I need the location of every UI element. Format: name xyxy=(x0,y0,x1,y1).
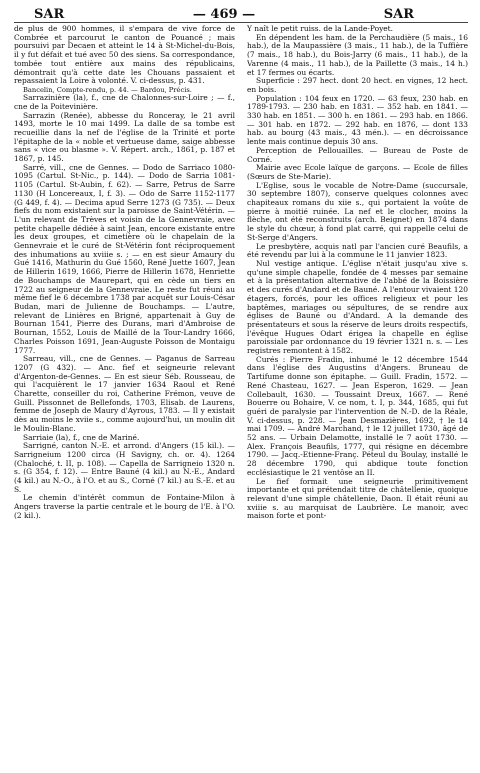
entry-sarreau: Sarreau, vill., cne de Gennes. — Paganus de Sarreau 1207 (G 432). — Anc. fief et seigneurie relevant d'Argenton-de-Gennes. — En est sieur Séb. Rousseau, de qui l'acquièrent le 17 janvier 1634 Raoul et René Charette, conseiller du roi, Catherine Frémon, veuve de Guill. Pissonnet de Bellefonds, 1703, Elisab. de Laurens, femme de Joseph de Maury d'Ayrous, 1783. — Il y existait dès au moins le xviie s., comme aujourd'hui, un moulin dit le Moulin-Blanc. xyxy=(14,354,235,433)
header-right-keyword: SAR xyxy=(383,6,415,22)
entry-sarrazin: Sarrazin (Renée), abbesse du Ronceray, le 21 avril 1493, morte le 10 mai 1499. La dalle de sa tombe est recueillie dans la nef de l'église de la Trinité et porte l'épitaphe de la « noble et vertueuse dame, saige abbesse sans « vice ou blasme ». V. Répert. arch., 1861, p. 187 et 1867, p. 145. xyxy=(14,110,235,164)
header-rule xyxy=(14,22,468,23)
two-column-body xyxy=(14,25,468,773)
entry-sarriaie: Sarriaie (la), f., cne de Mariné. xyxy=(23,432,140,442)
paragraph-population: Population : 104 feux en 1720. — 63 feux, 230 hab. en 1789-1793. — 230 hab. en 1831. — 352 hab. en 1841. — 330 hab. en 1851. — 300 h. en 1861. — 293 hab. en 1866. — 301 hab. en 1872. — 292 hab. en 1876, — dont 133 hab. au bourg (43 mais., 43 mén.). — en décroissance lente mais continue depuis 30 ans. xyxy=(247,93,468,147)
bibliography-note: Bancelin, Compte-rendu, p. 44. — Bardou, Précis. xyxy=(23,85,192,94)
paragraph-superficie: Superficie : 297 hect. dont 20 hect. en vignes, 12 hect. en bois. xyxy=(247,76,468,94)
page-number: — 469 — xyxy=(192,6,256,22)
left-column xyxy=(14,25,235,773)
paragraph-hamlets: En dépendent les ham. de la Perchaudière (5 mais., 16 hab.), de la Maupassière (3 mais., 11 hab.), de la Tuffière (7 mais., 18 hab.), du Bois-Jarry (6 mais., 11 hab.), de la Varenne (4 mais., 11 hab.), de la Paillette (3 mais., 14 h.) et 17 fermes ou écarts. xyxy=(247,32,468,77)
paragraph-perception: Perception de Pellouailles. — Bureau de Poste de Corné. xyxy=(247,145,468,164)
header-left-keyword: SAR xyxy=(34,6,65,22)
paragraph-cures: Curés : Pierre Fradin, inhumé le 12 décembre 1544 dans l'église des Augustins d'Angers. Bruneau de Tartifume donne son épitaphe. — Guill. Fradin, 1572. — René Chasteau, 1627. — Jean Esperon, 1629. — Jean Collebault, 1630. — Toussaint Dreux, 1667. — René Bouerre ou Bohaire, V. ce nom, t. I, p. 344, 1685, qui fut guéri de paralysie par l'intervention de N.-D. de la Réale, V. ci-dessus, p. 228. — Jean Desmazières, 1692, † le 14 mai 1709. — André Marchand, † le 12 juillet 1730, âgé de 52 ans. — Urbain Delamotte, installé le 7 août 1730. — Alex. François Beaufils, 1777, qui résigne en décembre 1790. — Jacq.-Etienne-Franç. Péteul du Boulay, installé le 28 décembre 1790, qui abdique toute fonction ecclésiastique le 21 ventôse an II. xyxy=(247,354,468,477)
paragraph: Le chemin d'intérêt commun de Fontaine-Milon à Angers traverse la partie centrale et le bourg de l'E. à l'O. (2 kil.). xyxy=(14,493,235,520)
right-column xyxy=(247,25,468,773)
paragraph-presbytere: Le presbytère, acquis natl par l'ancien curé Beaufils, a été revendu par lui à la commune le 11 janvier 1823. xyxy=(247,241,468,260)
entry-sarrigne: Sarrigné, canton N.-E. et arrond. d'Angers (15 kil.). — Sarrigneium 1200 circa (H Savigny, ch. or. 4). 1264 (Chaloché, t. II, p. 108). — Capella de Sarrigneio 1320 n. s. (G 354, f. 12). — Entre Bauné (4 kil.) au N.-E., Andard (4 kil.) au N.-O., à l'O. et au S., Corné (7 kil.) au S.-E. et au S. xyxy=(14,441,235,494)
paragraph-mairie: Mairie avec Ecole laïque de garçons. — Ecole de filles (Sœurs de Ste-Marie). xyxy=(247,163,468,181)
paragraph: Y naît le petit ruiss. de la Lande-Poyet. xyxy=(247,25,394,33)
entry-sarre: Sarré, vill., cne de Gennes. — Dodo de Sarriaco 1080-1095 (Cartul. St-Nic., p. 144). — Dodo de Sarria 1081-1105 (Cartul. St-Aubin, f. 62). — Sarre, Petrus de Sarre 1130 (H Loncereaux, I, f. 3). — Odo de Sarre 1152-1177 (G 449, f. 4). — Decima apud Serre 1273 (G 735). — Deux fiefs du nom existaient sur la paroisse de Saint-Vétérin. — L'un relevant de Trèves et voisin de la Gennevraie, avec petite chapelle dédiée à saint Jean, encore existante entre les deux groupes, et cimetière où le chapelain de la Gennevraie et le curé de St-Vétérin font réciproquement des inhumations au xviiie s. ; — en est sieur Amaury du Gué 1416, Mathurin du Gué 1560, René Juette 1607, Jean de Hillerin 1619, 1666, Pierre de Hillerin 1678, Henriette de Bouchamps de Maurepart, qui en cède un tiers en 1722 au seigneur de la Gennevraie. Le reste fut réuni au même fief le 6 décembre 1738 par acquêt sur Louis-César Budan, mari de Julienne de Bouchamps. — L'autre, relevant de Linières en Brigné, appartenait à Guy de Bournan 1541, Pierre des Durans, mari d'Ambroise de Bournan, 1552, Louis de Maillé de la Tour-Landry 1666, Charles Poisson 1691, Jean-Auguste Poisson de Montaigu 1777. xyxy=(14,162,235,355)
entry-sarraziniere: Sarrazinière (la), f., cne de Chalonnes-sur-Loire ; — f., cne de la Poitevinière. xyxy=(14,93,235,111)
paragraph: de plus de 900 hommes, il s'empara de vive force de Combrée et parcourut le canton de Pouancé ; mais poursuivi par Decaen et atteint le 14 à St-Michel-du-Bois, il y fut défait et tué avec 50 des siens. Sa correspondance, tombée tout entière aux mains des républicains, démontrait qu'à cette date les Chouans passaient et repassaient la Loire à volonté. V. ci-dessus, p. 431. xyxy=(14,25,235,86)
paragraph-history: Nul vestige antique. L'église n'était jusqu'au xive s. qu'une simple chapelle, fondée de 4 messes par semaine et à la présentation alternative de l'abbé de la Boissière et des curés d'Andard et de Bauné. A l'entour vivaient 120 étagers, forcés, pour les offices religieux et pour les baptêmes, mariages ou sépultures, de se rendre aux églises de Bauné ou d'Andard. A la demande des présentateurs et sous la réserve de leurs droits respectifs, l'évêque Hugues Odart érigea la chapelle en église paroissiale par ordonnance du 19 février 1321 n. s. — Les registres remontent à 1582. xyxy=(247,258,468,356)
running-header xyxy=(14,6,468,22)
paragraph-eglise: L'Eglise, sous le vocable de Notre-Dame (succursale, 30 septembre 1807), conserve quelques colonnes avec chapiteaux romans du xiie s., qui portaient la voûte de pierre à moitié ruinée. La nef et le clocher, moins la flèche, ont été reconstruits (arch. Beignet) en 1874 dans le style du chœur, à fond plat carré, qui rappelle celui de St-Serge d'Angers. xyxy=(247,180,468,242)
paragraph-fief: Le fief formait une seigneurie primitivement importante et qui prétendait titre de châtellenie, quoique relevant d'une simple châtellenie, Daon. Il était réuni au xviiie s. au marquisat de Laubrière. Le manoir, avec maison forte et pont- xyxy=(247,476,468,521)
